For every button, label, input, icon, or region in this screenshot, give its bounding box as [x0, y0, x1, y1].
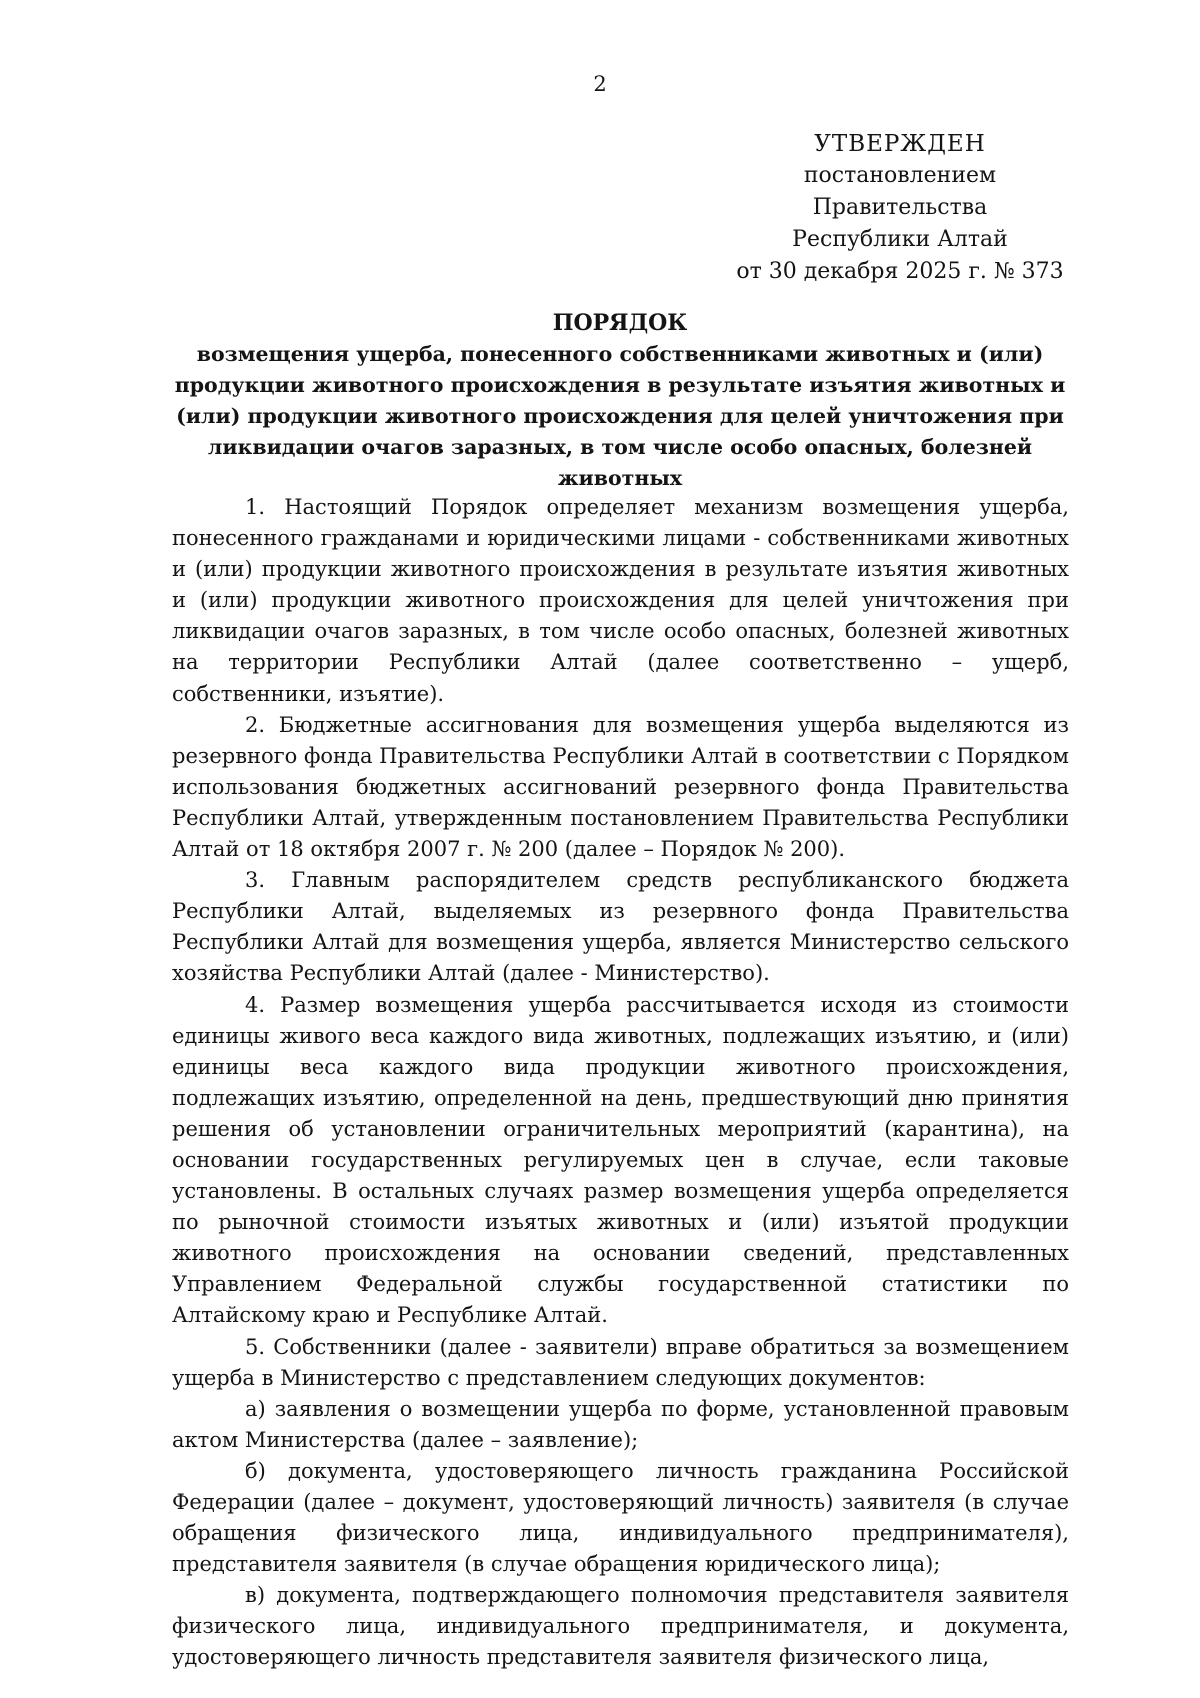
paragraph-5: 5. Собственники (далее - заявители) вправе обратиться за возмещением ущерба в Министерство с представлением следующих документов:	[172, 1334, 1069, 1390]
document-body	[172, 492, 1069, 1674]
approval-line-1: постановлением Правительства	[803, 163, 997, 220]
paragraph-3: 3. Главным распорядителем средств республиканского бюджета Республики Алтай, выделяемых из резервного фонда Правительства Республики Алтай для возмещения ущерба, является Министерство сельского хозяйства Республики Алтай (далее - Министерство).	[172, 868, 1069, 986]
document-title	[170, 308, 1070, 494]
paragraph-5a: а) заявления о возмещении ущерба по форме, установленной правовым актом Министерства (далее – заявление);	[172, 1396, 1069, 1452]
paragraph-5b: б) документа, удостоверяющего личность гражданина Российской Федерации (далее – документ, удостоверяющий личность) заявителя (в случае обращения физического лица, индивидуального предпринимателя), представителя заявителя (в случае обращения юридического лица);	[172, 1458, 1069, 1577]
title-subtitle: возмещения ущерба, понесенного собственниками животных и (или) продукции животного происхождения в результате изъятия животных и (или) продукции животного происхождения для целей уничтожения при ликвидации очагов заразных, в том числе особо опасных, болезней животных	[174, 342, 1066, 490]
page-number: 2	[593, 72, 607, 96]
paragraph-4: 4. Размер возмещения ущерба рассчитывается исходя из стоимости единицы живого веса каждого вида животных, подлежащих изъятию, и (или) единицы веса каждого вида продукции животного происхождения, подлежащих изъятию, определенной на день, предшествующий дню принятия решения об установлении ограничительных мероприятий (карантина), на основании государственных регулируемых цен в случае, если таковые установлены. В остальных случаях размер возмещения ущерба определяется по рыночной стоимости изъятых животных и (или) изъятой продукции животного происхождения на основании сведений, представленных Управлением Федеральной службы государственной статистики по Алтайскому краю и Республике Алтай.	[172, 992, 1069, 1328]
approval-title: УТВЕРЖДЕН	[814, 131, 986, 157]
approval-line-2: Республики Алтай	[792, 227, 1008, 252]
approval-line-3: от 30 декабря 2025 г. № 373	[736, 259, 1064, 284]
title-main: ПОРЯДОК	[552, 310, 688, 336]
approval-stamp	[720, 128, 1080, 288]
paragraph-1: 1. Настоящий Порядок определяет механизм возмещения ущерба, понесенного гражданами и юридическими лицами - собственниками животных и (или) продукции животного происхождения в результате изъятия животных и (или) продукции животного происхождения для целей уничтожения при ликвидации очагов заразных, в том числе особо опасных, болезней животных на территории Республики Алтай (далее соответственно – ущерб, собственники, изъятие).	[172, 495, 1069, 706]
paragraph-5v: в) документа, подтверждающего полномочия представителя заявителя физического лица, индивидуального предпринимателя, и документа, удостоверяющего личность представителя заявителя физического лица,	[172, 1583, 1069, 1670]
paragraph-2: 2. Бюджетные ассигнования для возмещения ущерба выделяются из резервного фонда Правительства Республики Алтай в соответствии с Порядком использования бюджетных ассигнований резервного фонда Правительства Республики Алтай, утвержденным постановлением Правительства Республики Алтай от 18 октября 2007 г. № 200 (далее – Порядок № 200).	[172, 712, 1070, 862]
